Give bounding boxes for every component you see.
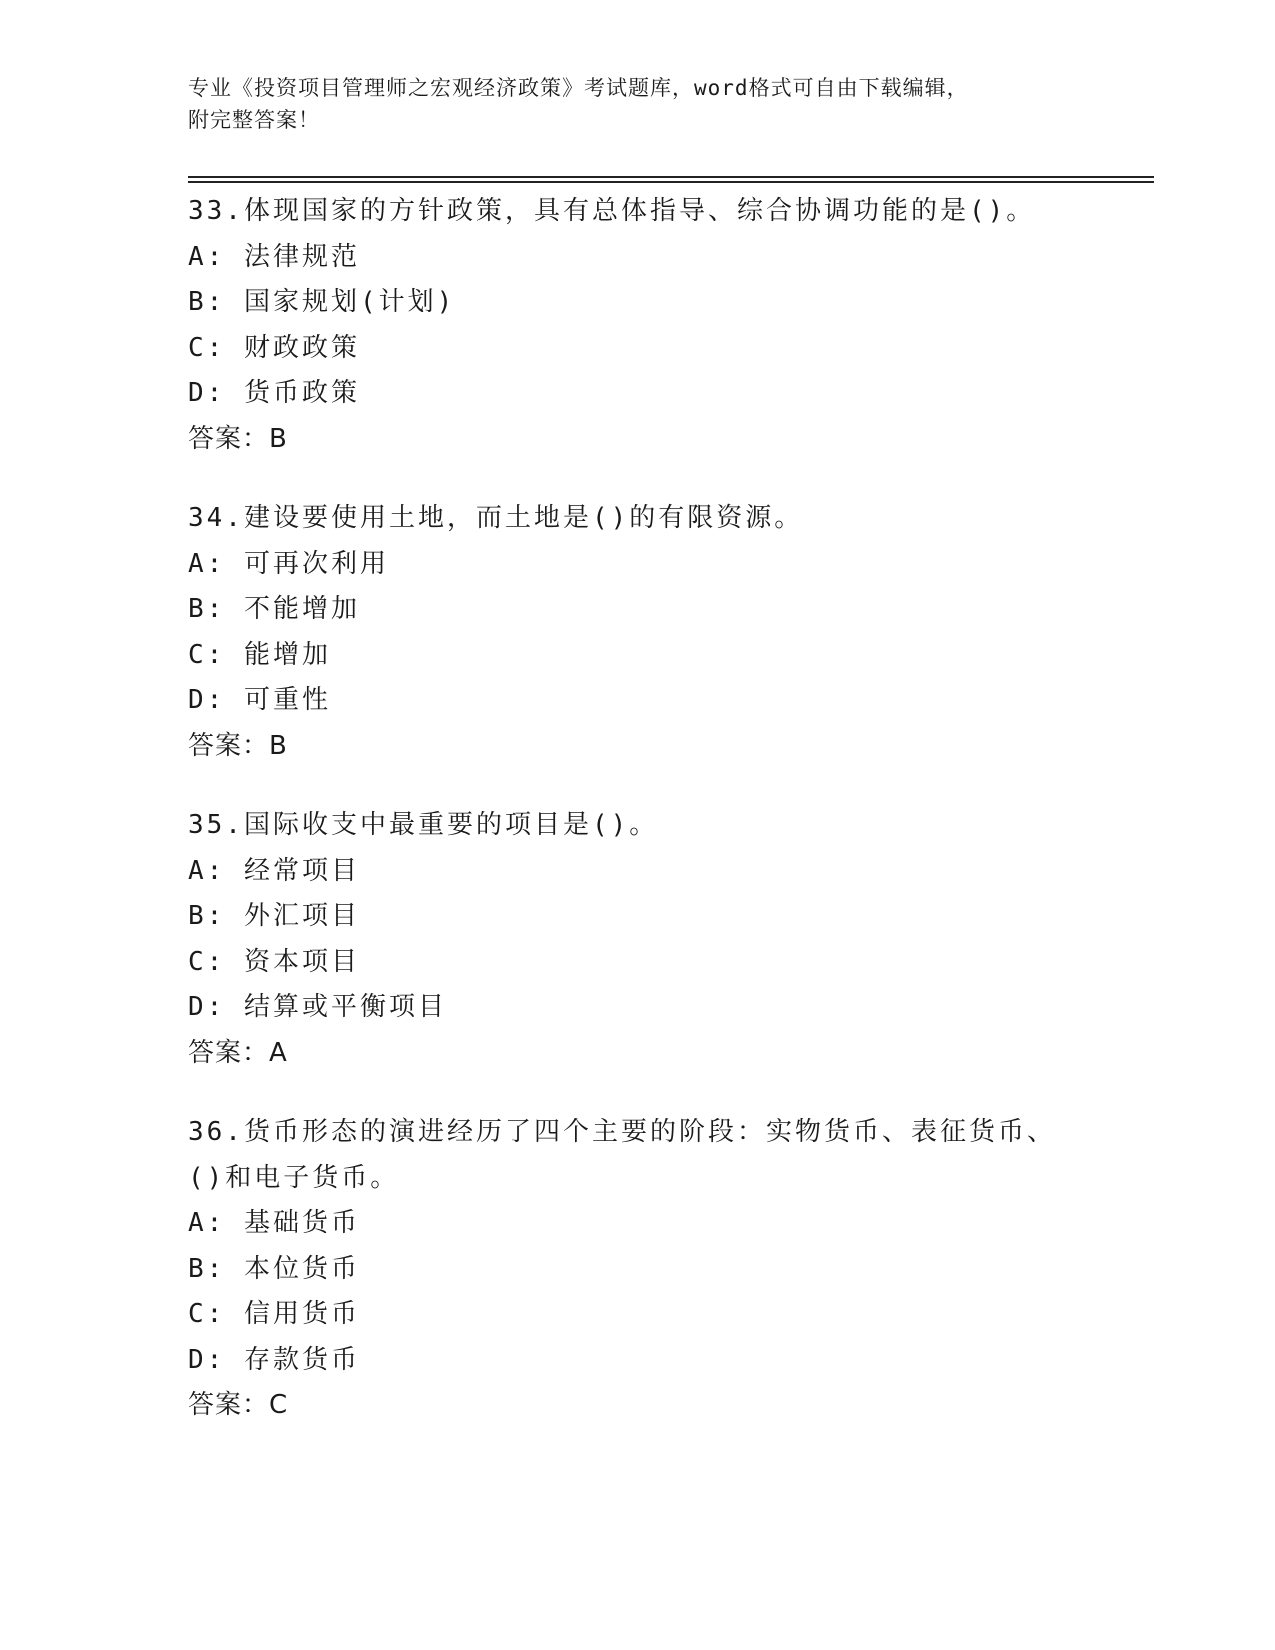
question-stem: 36.货币形态的演进经历了四个主要的阶段：实物货币、表征货币、()和电子货币。	[188, 1117, 1056, 1193]
question-stem: 33.体现国家的方针政策，具有总体指导、综合协调功能的是()。	[188, 196, 1036, 226]
answer-line: 答案：B	[188, 730, 288, 761]
option-b: B: 本位货币	[188, 1253, 360, 1284]
document-header	[188, 72, 1088, 136]
option-b: B: 不能增加	[188, 594, 360, 624]
option-c: C: 信用货币	[188, 1299, 360, 1329]
header-line-1: 专业《投资项目管理师之宏观经济政策》考试题库，word格式可自由下载编辑，	[188, 76, 969, 100]
question-36	[188, 1110, 1088, 1429]
option-b: B: 外汇项目	[188, 901, 360, 931]
option-a: A: 法律规范	[188, 241, 360, 272]
header-divider-top	[188, 176, 1154, 178]
question-35	[188, 803, 1088, 1076]
header-line-2: 附完整答案！	[188, 108, 320, 132]
option-a: A: 可再次利用	[188, 548, 389, 579]
question-34	[188, 496, 1088, 769]
answer-line: 答案：B	[188, 423, 288, 454]
option-d: D: 存款货币	[188, 1344, 360, 1375]
option-a: A: 经常项目	[188, 855, 360, 886]
option-d: D: 货币政策	[188, 378, 360, 408]
option-c: C: 能增加	[188, 639, 331, 670]
question-stem: 34.建设要使用土地，而土地是()的有限资源。	[188, 503, 804, 533]
header-divider-bottom	[188, 181, 1154, 183]
question-stem: 35.国际收支中最重要的项目是()。	[188, 810, 659, 840]
option-b: B: 国家规划(计划)	[188, 287, 456, 317]
answer-line: 答案：C	[188, 1390, 289, 1420]
option-c: C: 资本项目	[188, 946, 360, 977]
option-c: C: 财政政策	[188, 332, 360, 363]
answer-line: 答案：A	[188, 1037, 288, 1068]
question-list	[188, 189, 1088, 1463]
option-a: A: 基础货币	[188, 1208, 360, 1238]
option-d: D: 可重性	[188, 685, 331, 715]
question-33	[188, 189, 1088, 462]
option-d: D: 结算或平衡项目	[188, 992, 447, 1022]
